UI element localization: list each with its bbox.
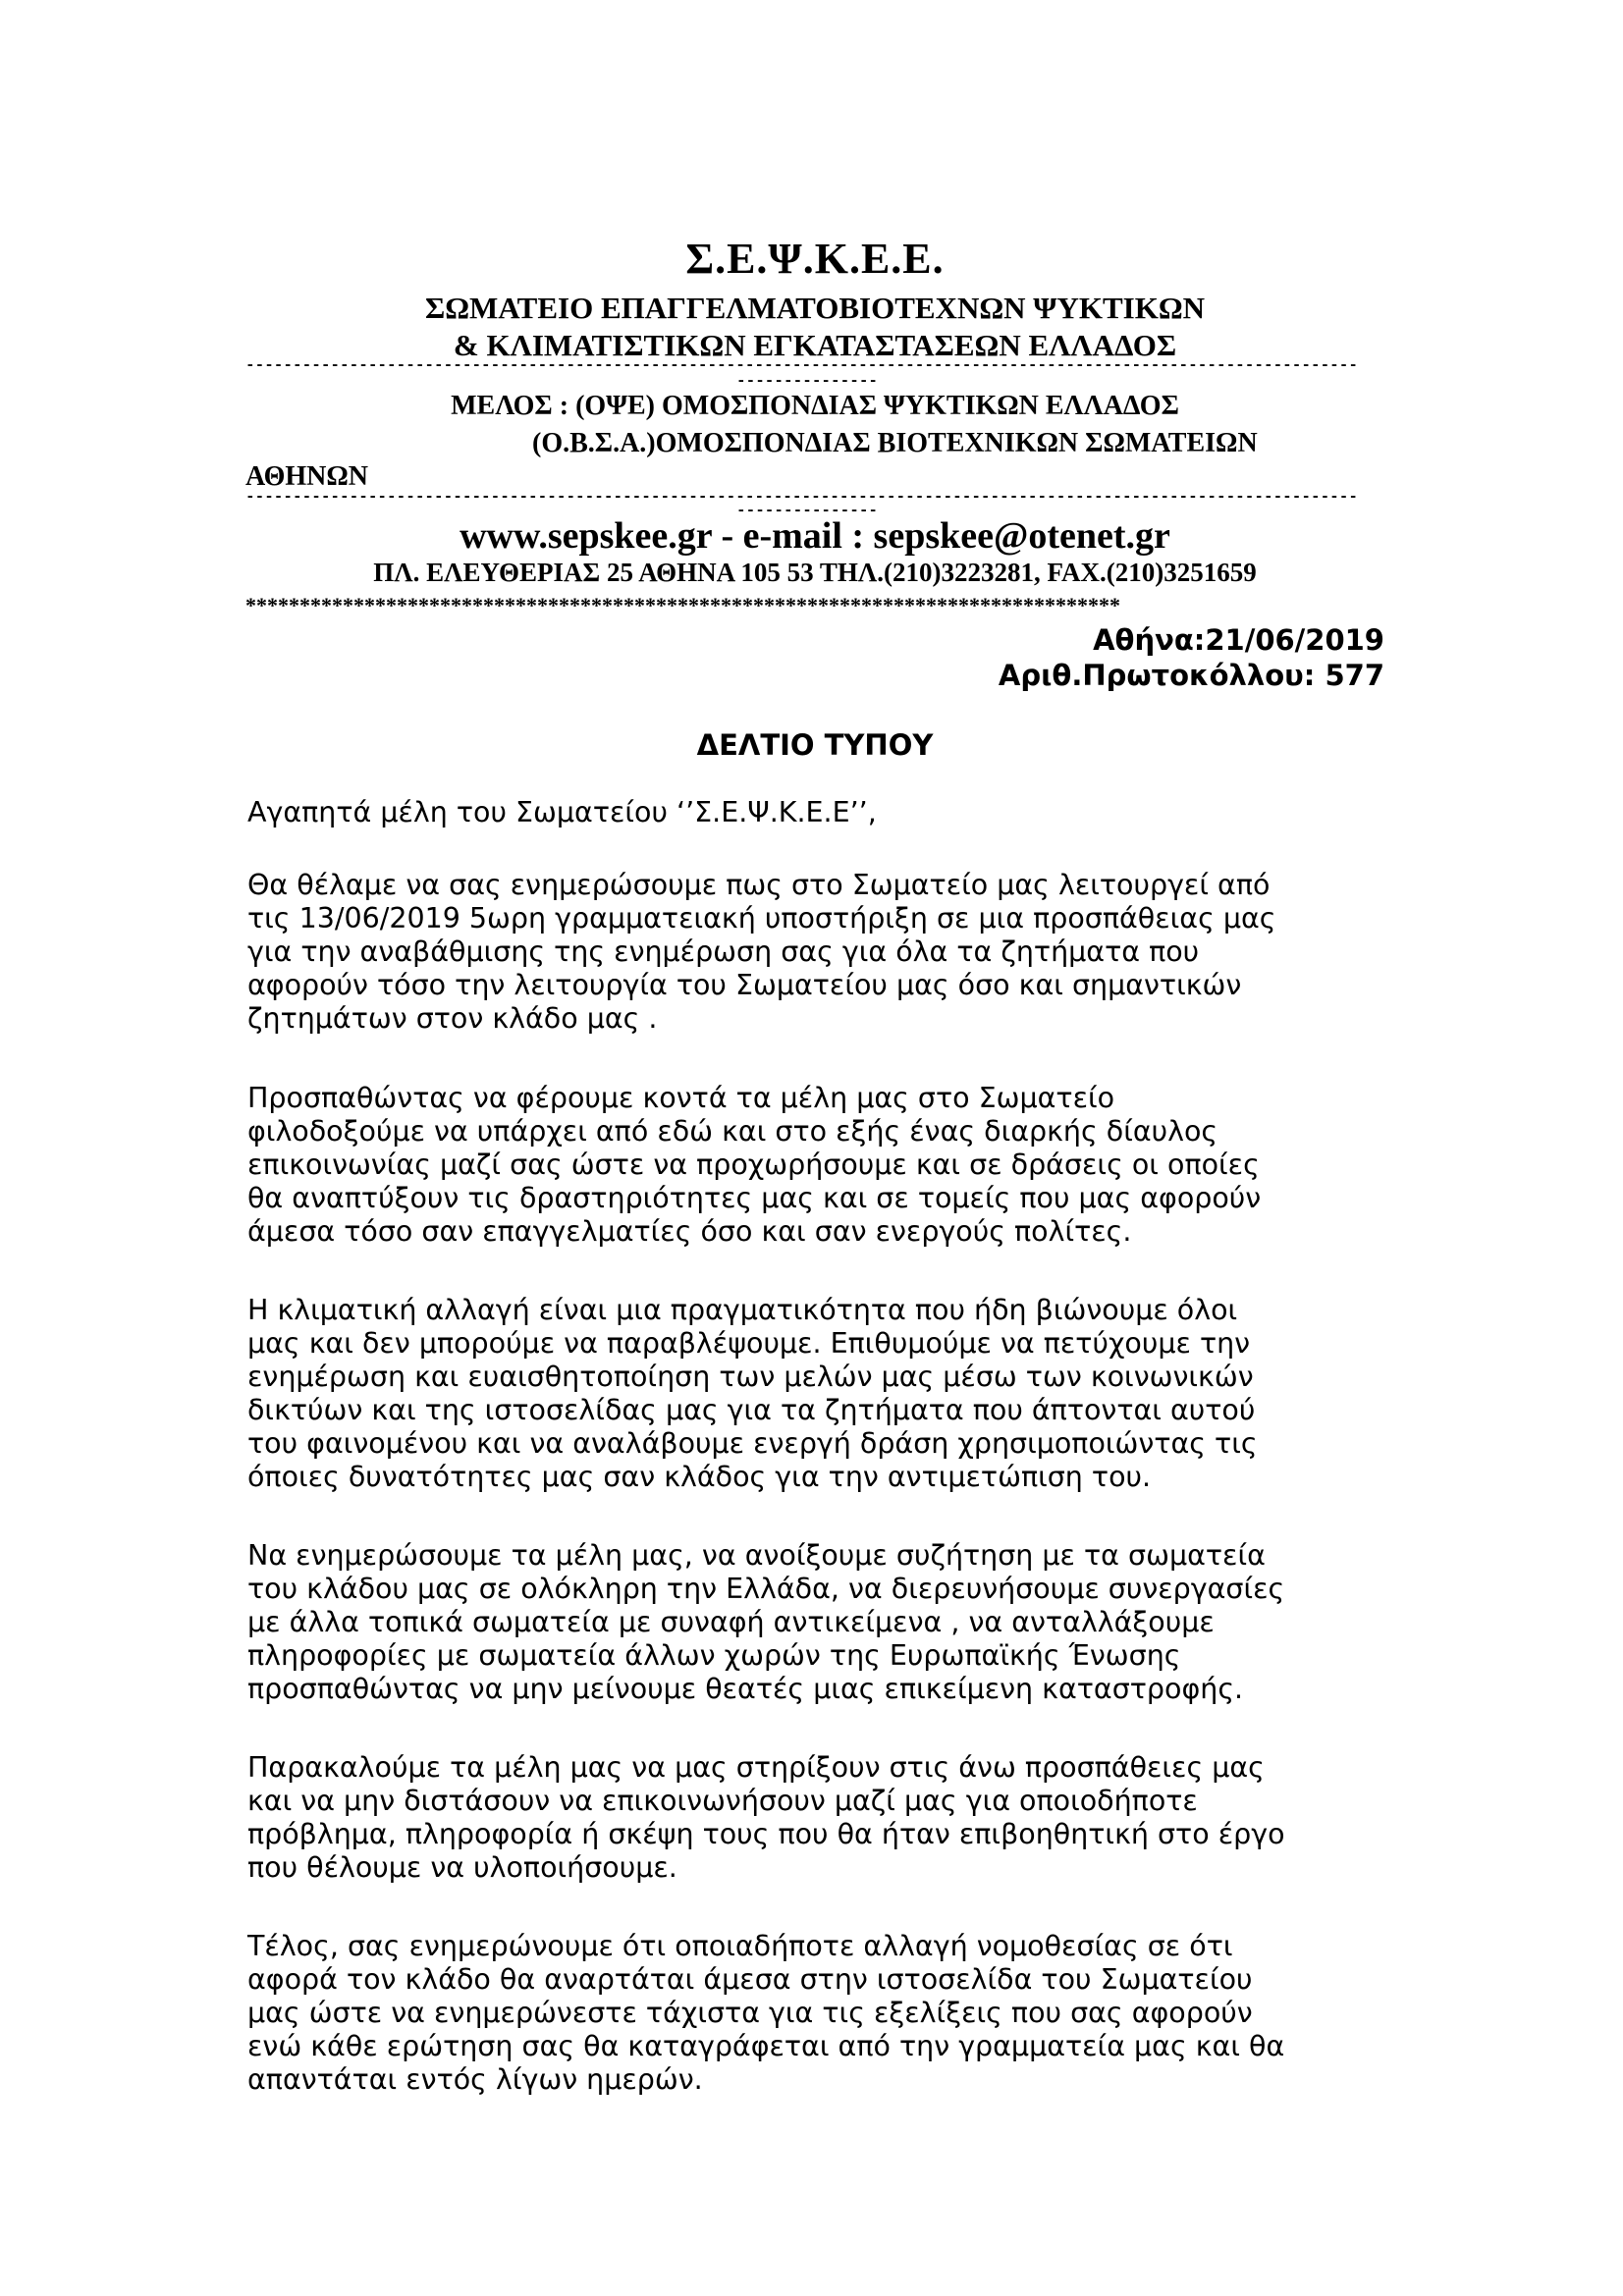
header-divider-2: ---------------------------------------------------------------------------------------------------------------------- — [245, 488, 1358, 506]
paragraph-line: ενώ κάθε ερώτηση σας θα καταγράφεται από την γραμματεία μας και θα — [247, 2030, 1285, 2062]
paragraph-line: Προσπαθώντας να φέρουμε κοντά τα μέλη μας στο Σωματείο — [247, 1082, 1115, 1114]
paragraph-5 — [247, 1751, 1396, 1885]
paragraph-line: του κλάδου μας σε ολόκληρη την Ελλάδα, να διερευνήσουμε συνεργασίες — [247, 1573, 1285, 1605]
paragraph-line: μας και δεν μπορούμε να παραβλέψουμε. Επιθυμούμε να πετύχουμε την — [247, 1327, 1251, 1360]
paragraph-line: δικτύων και της ιστοσελίδας μας για τα ζητήματα που άπτονται αυτού — [247, 1394, 1256, 1426]
paragraph-line: προσπαθώντας να μην μείνουμε θεατές μιας επικείμενη καταστροφής. — [247, 1673, 1244, 1705]
contact-address: ΠΛ. ΕΛΕΥΘΕΡΙΑΣ 25 ΑΘΗΝΑ 105 53 ΤΗΛ.(210)3223281, FAX.(210)3251659 — [373, 558, 1257, 587]
star-divider: ********************************************************************************* — [245, 593, 1120, 617]
paragraph-line: πρόβλημα, πληροφορία ή σκέψη τους που θα ήταν επιβοηθητική στο έργο — [247, 1818, 1285, 1850]
header-divider-2-tail: --------------- — [736, 502, 879, 519]
paragraph-line: για την αναβάθμισης της ενημέρωση σας για όλα τα ζητήματα που — [247, 935, 1200, 968]
header-divider-1: ---------------------------------------------------------------------------------------------------------------------- — [245, 356, 1358, 374]
paragraph-line: πληροφορίες με σωματεία άλλων χωρών της Ευρωπαϊκής Ένωσης — [247, 1639, 1181, 1672]
member-line-3: ΑΘΗΝΩΝ — [245, 461, 369, 492]
paragraph-line: φιλοδοξούμε να υπάρχει από εδώ και στο εξής ένας διαρκής δίαυλος — [247, 1115, 1218, 1148]
paragraph-line: όποιες δυνατότητες μας σαν κλάδος για την αντιμετώπιση του. — [247, 1461, 1152, 1493]
paragraph-line: Τέλος, σας ενημερώνουμε ότι οποιαδήποτε αλλαγή νομοθεσίας σε ότι — [247, 1930, 1233, 1962]
paragraph-line: επικοινωνίας μαζί σας ώστε να προχωρήσουμε και σε δράσεις οι οποίες — [247, 1148, 1260, 1181]
org-name-line-1: ΣΩΜΑΤΕΙΟ ΕΠΑΓΓΕΛΜΑΤΟΒΙΟΤΕΧΝΩΝ ΨΥΚΤΙΚΩΝ — [424, 291, 1206, 325]
paragraph-line: τις 13/06/2019 5ωρη γραμματειακή υποστήριξη σε μια προσπάθειας μας — [247, 902, 1276, 934]
paragraph-line: αφορούν τόσο την λειτουργία του Σωματείου μας όσο και σημαντικών — [247, 969, 1242, 1001]
paragraph-line: και να μην διστάσουν να επικοινωνήσουν μαζί μας για οποιοδήποτε — [247, 1785, 1198, 1817]
paragraph-line: άμεσα τόσο σαν επαγγελματίες όσο και σαν ενεργούς πολίτες. — [247, 1215, 1132, 1248]
document-title: ΔΕΛΤΙΟ ΤΥΠΟΥ — [696, 728, 934, 762]
paragraph-line: που θέλουμε να υλοποιήσουμε. — [247, 1851, 677, 1884]
paragraph-line: Παρακαλούμε τα μέλη μας να μας στηρίξουν στις άνω προσπάθειες μας — [247, 1751, 1265, 1784]
paragraph-line: ενημέρωση και ευαισθητοποίηση των μελών μας μέσω των κοινωνικών — [247, 1361, 1254, 1393]
paragraph-4 — [247, 1539, 1396, 1706]
paragraph-line: απαντάται εντός λίγων ημερών. — [247, 2063, 703, 2096]
member-line-1: ΜΕΛΟΣ : (ΟΨΕ) ΟΜΟΣΠΟΝΔΙΑΣ ΨΥΚΤΙΚΩΝ ΕΛΛΑΔΟΣ — [451, 391, 1179, 421]
paragraph-3 — [247, 1294, 1396, 1494]
website-email: www.sepskee.gr - e-mail : sepskee@otenet.gr — [460, 515, 1170, 557]
paragraph-6 — [247, 1930, 1396, 2097]
member-line-2: (Ο.Β.Σ.Α.)ΟΜΟΣΠΟΝΔΙΑΣ ΒΙΟΤΕΧΝΙΚΩΝ ΣΩΜΑΤΕΙΩΝ — [532, 428, 1258, 458]
header-divider-1-tail: --------------- — [736, 372, 879, 390]
paragraph-line: με άλλα τοπικά σωματεία με συναφή αντικείμενα , να ανταλλάξουμε — [247, 1606, 1215, 1638]
paragraph-line: Θα θέλαμε να σας ενημερώσουμε πως στο Σωματείο μας λειτουργεί από — [247, 869, 1271, 901]
paragraph-line: Να ενημερώσουμε τα μέλη μας, να ανοίξουμε συζήτηση με τα σωματεία — [247, 1539, 1266, 1572]
org-abbreviation: Σ.Ε.Ψ.Κ.Ε.Ε. — [685, 235, 945, 283]
paragraph-line: ζητημάτων στον κλάδο μας . — [247, 1002, 658, 1035]
paragraph-line: θα αναπτύξουν τις δραστηριότητες μας και σε τομείς που μας αφορούν — [247, 1182, 1262, 1214]
paragraph-line: μας ώστε να ενημερώνεστε τάχιστα για τις εξελίξεις που σας αφορούν — [247, 1997, 1253, 2029]
paragraph-line: αφορά τον κλάδο θα αναρτάται άμεσα στην ιστοσελίδα του Σωματείου — [247, 1963, 1253, 1996]
protocol-number: Αριθ.Πρωτοκόλλου: 577 — [998, 659, 1384, 692]
document-date: Αθήνα:21/06/2019 — [1093, 623, 1384, 657]
paragraph-1 — [247, 869, 1396, 1036]
paragraph-line: Η κλιματική αλλαγή είναι μια πραγματικότητα που ήδη βιώνουμε όλοι — [247, 1294, 1238, 1326]
greeting: Αγαπητά μέλη του Σωματείου ‘’Σ.Ε.Ψ.Κ.Ε.Ε’’, — [247, 796, 877, 828]
paragraph-line: του φαινομένου και να αναλάβουμε ενεργή δράση χρησιμοποιώντας τις — [247, 1427, 1258, 1460]
org-name-line-2: & ΚΛΙΜΑΤΙΣΤΙΚΩΝ ΕΓΚΑΤΑΣΤΑΣΕΩΝ ΕΛΛΑΔΟΣ — [453, 328, 1177, 362]
paragraph-2 — [247, 1082, 1396, 1249]
